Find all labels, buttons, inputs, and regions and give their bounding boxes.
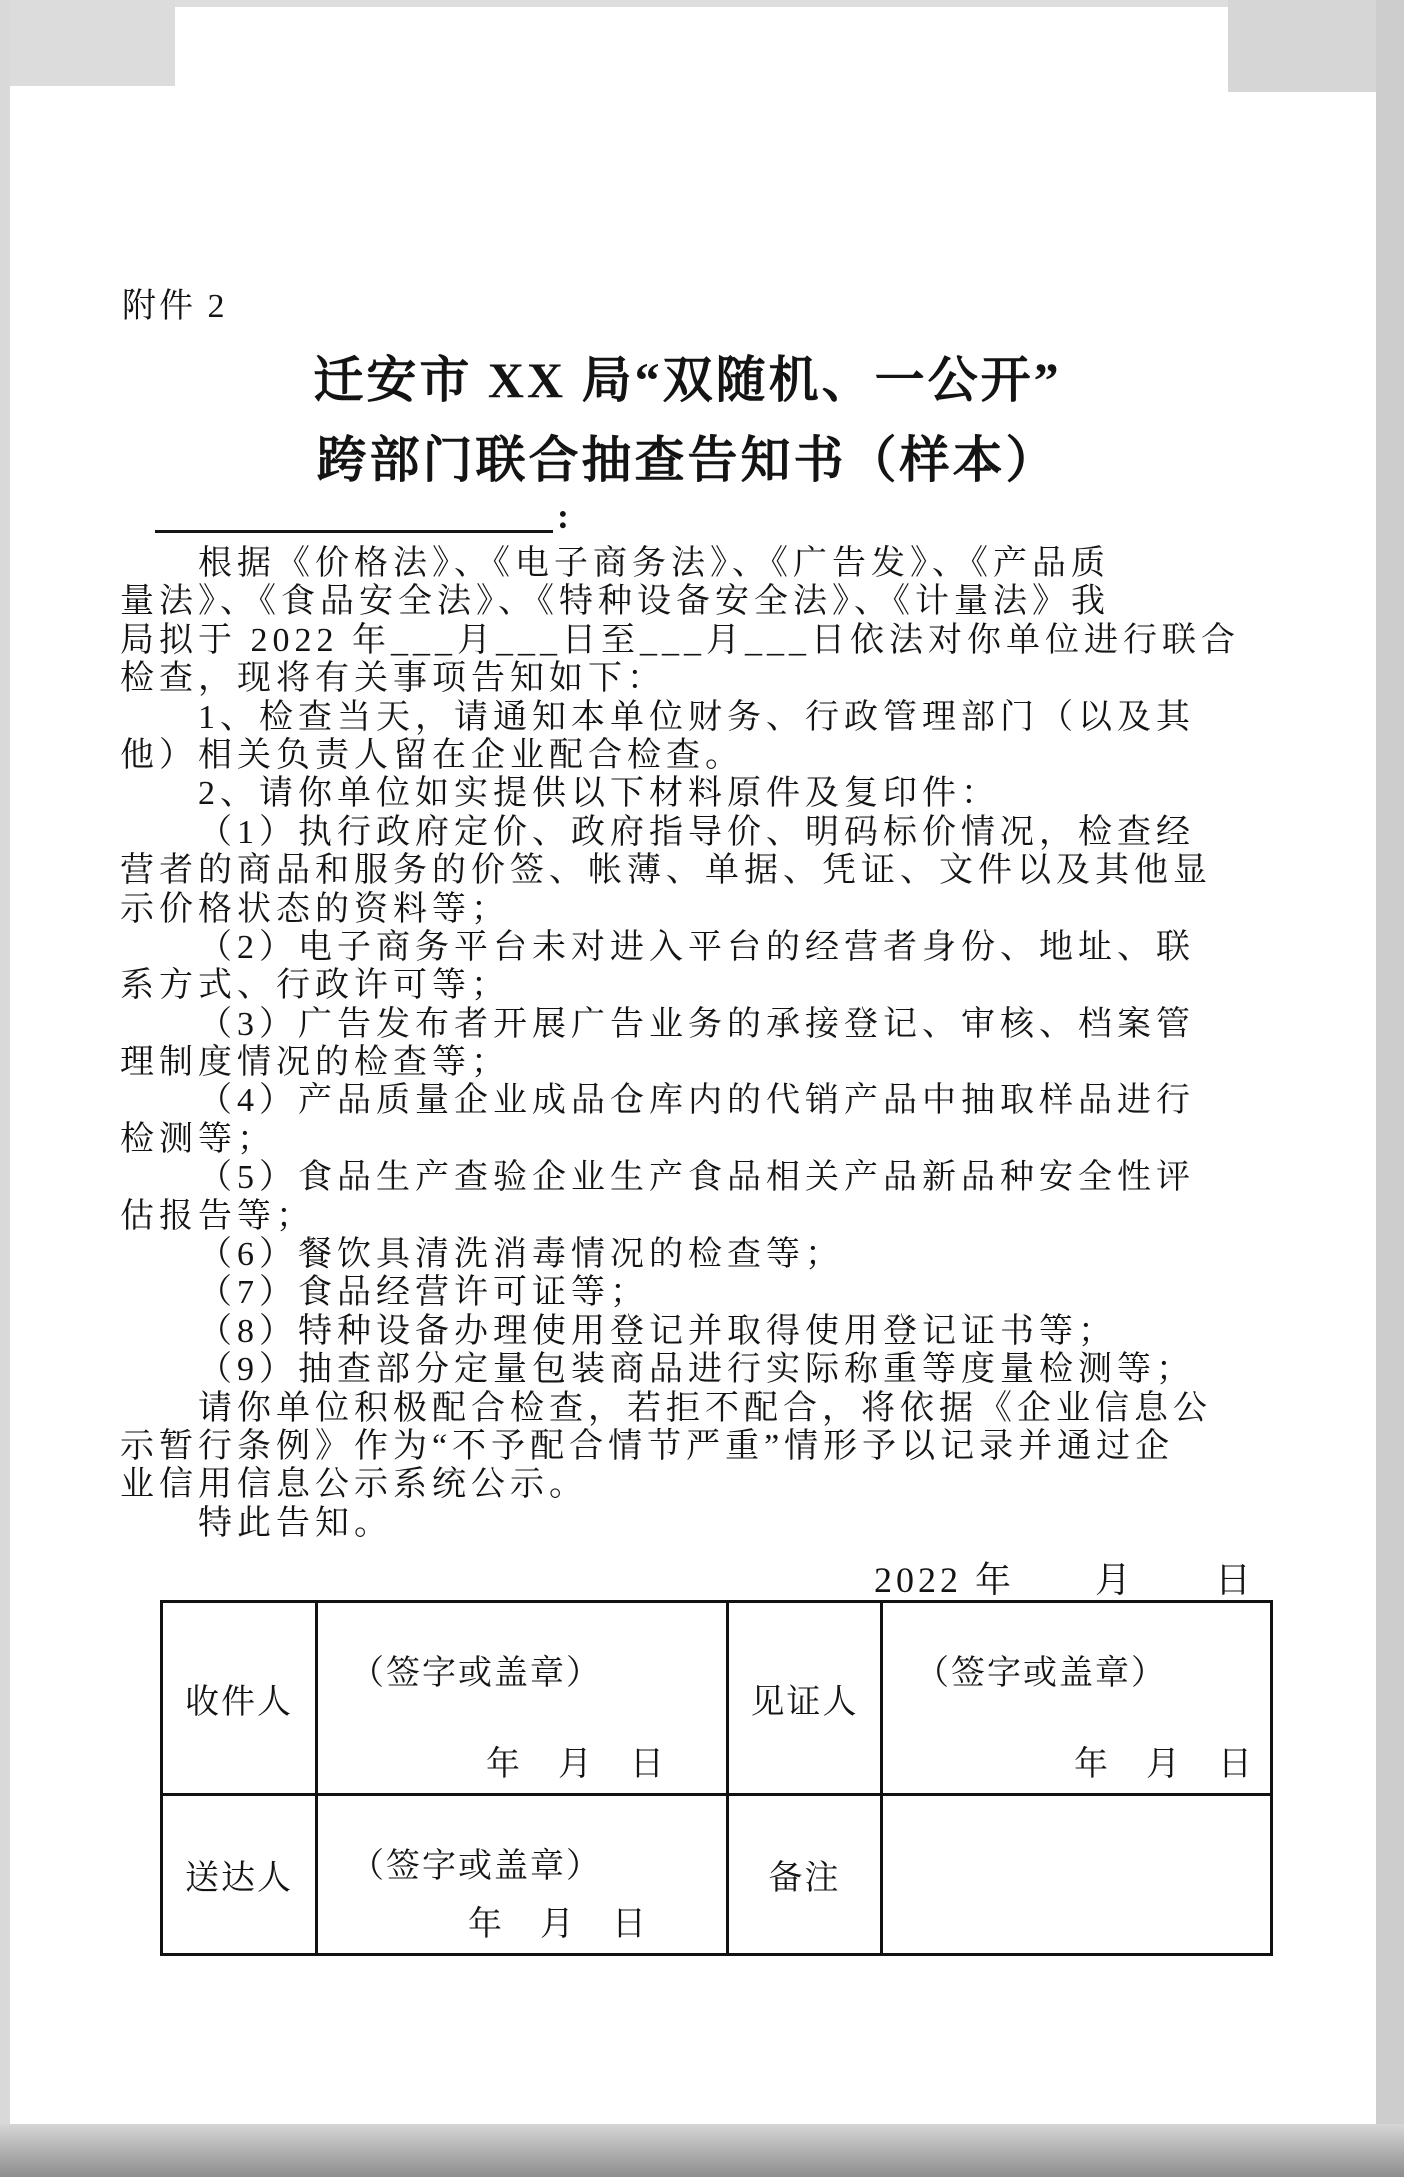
scan-edge-bottom	[0, 2124, 1404, 2177]
body-line: 业信用信息公示系统公示。	[120, 1466, 588, 1504]
recipient-label-cell: 收件人	[185, 1683, 293, 1721]
body-line: （4）产品质量企业成品仓库内的代销产品中抽取样品进行	[198, 1082, 1195, 1120]
document-title-line2: 跨部门联合抽查告知书（样本）	[316, 432, 1059, 488]
deliverer-sign-or-seal-label: （签字或盖章）	[350, 1848, 602, 1885]
signature-table	[160, 1600, 1273, 1956]
scan-edge-top	[0, 0, 1404, 7]
deliverer-label-cell: 送达人	[163, 1793, 315, 1953]
body-line: （3）广告发布者开展广告业务的承接登记、审核、档案管	[198, 1005, 1195, 1043]
recipient-signature-cell	[315, 1603, 726, 1793]
scan-corner-left	[0, 0, 175, 86]
scan-corner-right	[1228, 0, 1404, 92]
body-line: （9）抽查部分定量包装商品进行实际称重等度量检测等；	[198, 1351, 1195, 1389]
attachment-label: 附件 2	[122, 288, 228, 325]
body-line: 局拟于 2022 年___月___日至___月___日依法对你单位进行联合	[120, 621, 1240, 659]
body-line: （7）食品经营许可证等；	[198, 1274, 649, 1312]
body-line: 他）相关负责人留在企业配合检查。	[120, 736, 744, 774]
recipient-date-label: 年 月 日	[486, 1746, 666, 1783]
body-line: 请你单位积极配合检查，若拒不配合，将依据《企业信息公	[198, 1389, 1212, 1427]
remarks-value-cell	[880, 1793, 1270, 1953]
recipient-sign-or-seal-label: （签字或盖章）	[350, 1655, 602, 1692]
addressee-blank-underline	[155, 496, 553, 533]
body-line: （5）食品生产查验企业生产食品相关产品新品种安全性评	[198, 1159, 1195, 1197]
witness-label-cell: 见证人	[726, 1603, 880, 1793]
body-line: 检测等；	[120, 1120, 276, 1158]
remarks-label-cell: 备注	[726, 1793, 880, 1953]
deliverer-signature-cell	[315, 1793, 726, 1953]
document-title-line1: 迁安市 XX 局“双随机、一公开”	[313, 352, 1062, 408]
body-line: 示暂行条例》作为“不予配合情节严重”情形予以记录并通过企	[120, 1427, 1175, 1465]
body-line: 理制度情况的检查等；	[120, 1044, 510, 1082]
body-line: （1）执行政府定价、政府指导价、明码标价情况，检查经	[198, 813, 1195, 851]
body-line: 2、请你单位如实提供以下材料原件及复印件：	[198, 775, 1000, 813]
witness-date-label: 年 月 日	[1074, 1746, 1254, 1783]
body-line: 系方式、行政许可等；	[120, 967, 510, 1005]
addressee-line	[155, 496, 569, 536]
witness-sign-or-seal-label: （签字或盖章）	[915, 1655, 1167, 1692]
body-line: 示价格状态的资料等；	[120, 890, 510, 928]
body-line: 检查，现将有关事项告知如下：	[120, 660, 666, 698]
witness-signature-cell	[880, 1603, 1270, 1793]
body-line: 营者的商品和服务的价签、帐薄、单据、凭证、文件以及其他显	[120, 852, 1212, 890]
body-line: 1、检查当天，请通知本单位财务、行政管理部门（以及其	[198, 698, 1195, 736]
scan-edge-right	[1376, 0, 1404, 2177]
body-lines	[120, 545, 1255, 1543]
issue-date-line: 2022 年 月 日	[873, 1560, 1255, 1600]
body-line: 根据《价格法》、《电子商务法》、《广告发》、《产品质	[198, 545, 1110, 582]
scan-edge-left	[0, 0, 10, 2177]
body-line: （8）特种设备办理使用登记并取得使用登记证书等；	[198, 1312, 1117, 1350]
body-line: 量法》、《食品安全法》、《特种设备安全法》、《计量法》我	[120, 583, 1110, 621]
body-line: 特此告知。	[198, 1504, 393, 1542]
body-line: （6）餐饮具清洗消毒情况的检查等；	[198, 1236, 844, 1274]
addressee-colon: :	[557, 496, 569, 536]
deliverer-date-label: 年 月 日	[468, 1906, 648, 1943]
body-line: （2）电子商务平台未对进入平台的经营者身份、地址、联	[198, 928, 1195, 966]
body-line: 估报告等；	[120, 1197, 315, 1235]
